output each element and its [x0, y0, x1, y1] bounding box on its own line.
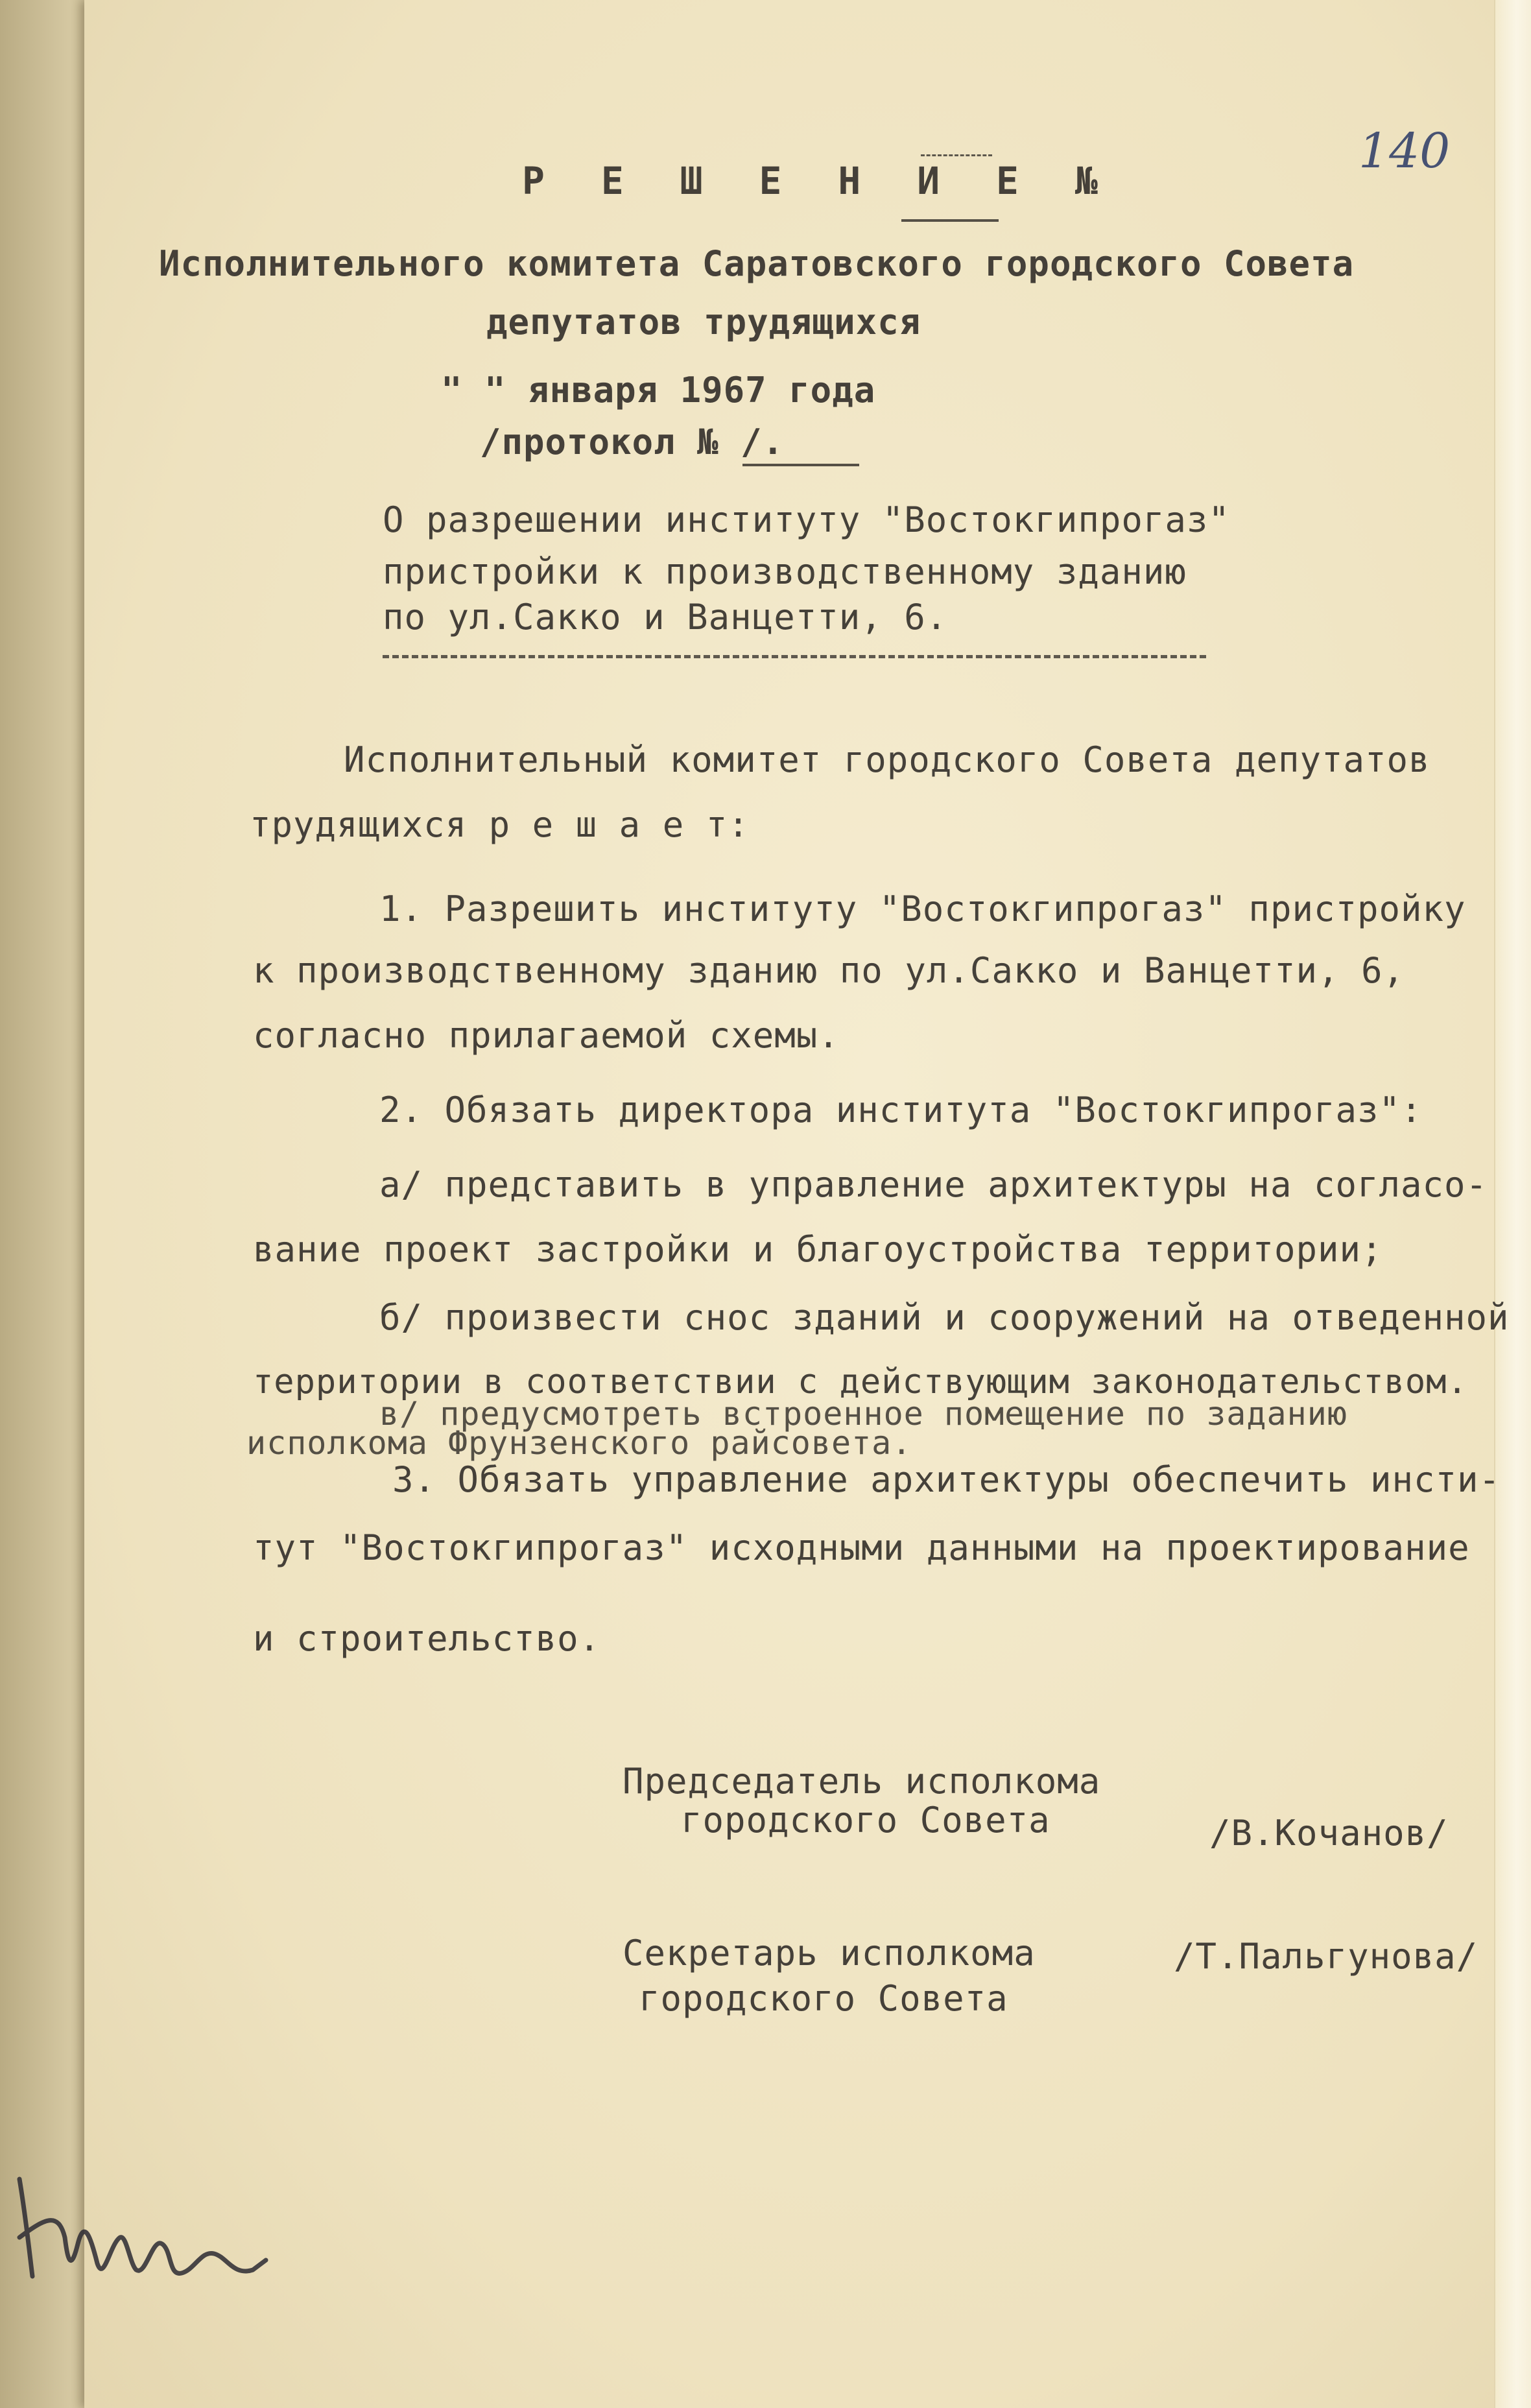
- date-line: " " января 1967 года: [441, 370, 876, 411]
- decision-number-blank: [901, 219, 999, 222]
- item2a-line-2: вание проект застройки и благоустройства территории;: [253, 1229, 1383, 1270]
- secretary-title-line-1: Секретарь исполкома: [623, 1933, 1036, 1973]
- secretary-title-line-2: городского Совета: [639, 1978, 1008, 2019]
- chair-name: /В.Кочанов/: [1209, 1813, 1449, 1854]
- decision-title: Р Е Ш Е Н И Е №: [522, 159, 1115, 203]
- committee-line-1: Исполнительного комитета Саратовского городского Совета: [159, 243, 1355, 284]
- item2v-line-2: исполкома Фрунзенского райсовета.: [246, 1424, 912, 1462]
- subject-dashed-rule: [383, 655, 1206, 658]
- protocol-line: /протокол № /.: [480, 422, 785, 462]
- item2-intro: 2. Обязать директора института "Востокгипрогаз":: [379, 1090, 1423, 1130]
- chair-title-line-2: городского Совета: [681, 1800, 1050, 1841]
- page-right-margin: [1494, 0, 1531, 2408]
- subject-line-2: пристройки к производственному зданию: [383, 551, 1187, 592]
- item1-line-3: согласно прилагаемой схемы.: [253, 1015, 840, 1056]
- protocol-number-blank: [742, 464, 859, 466]
- intro-line-1: Исполнительный комитет городского Совета депутатов: [344, 739, 1430, 780]
- item2v-line-1: в/ предусмотреть встроенное помещение по заданию: [379, 1395, 1347, 1433]
- decision-dots: [921, 154, 992, 156]
- subject-line-3: по ул.Сакко и Ванцетти, 6.: [383, 597, 948, 638]
- item3-line-2: тут "Востокгипрогаз" исходными данными на проектирование: [253, 1527, 1470, 1568]
- handwritten-signature: [6, 2140, 279, 2309]
- item2b-line-2: территории в соответствии с действующим законодательством.: [253, 1363, 1468, 1401]
- item3-line-1: 3. Обязать управление архитектуры обеспечить инсти-: [392, 1459, 1501, 1500]
- page-number: 140: [1359, 123, 1451, 179]
- item1-line-2: к производственному зданию по ул.Сакко и Ванцетти, 6,: [253, 950, 1405, 991]
- committee-line-2: депутатов трудящихся: [486, 302, 921, 342]
- chair-title-line-1: Председатель исполкома: [623, 1761, 1101, 1802]
- subject-line-1: О разрешении институту "Востокгипрогаз": [383, 499, 1230, 540]
- item2a-line-1: а/ представить в управление архитектуры на согласо-: [379, 1164, 1488, 1205]
- intro-line-2: трудящихся р е ш а е т:: [250, 804, 750, 845]
- item3-line-3: и строительство.: [253, 1618, 601, 1659]
- secretary-name: /Т.Пальгунова/: [1174, 1936, 1478, 1977]
- item1-line-1: 1. Разрешить институту "Востокгипрогаз" пристройку: [379, 888, 1466, 929]
- item2b-line-1: б/ произвести снос зданий и сооружений на отведенной: [379, 1297, 1510, 1338]
